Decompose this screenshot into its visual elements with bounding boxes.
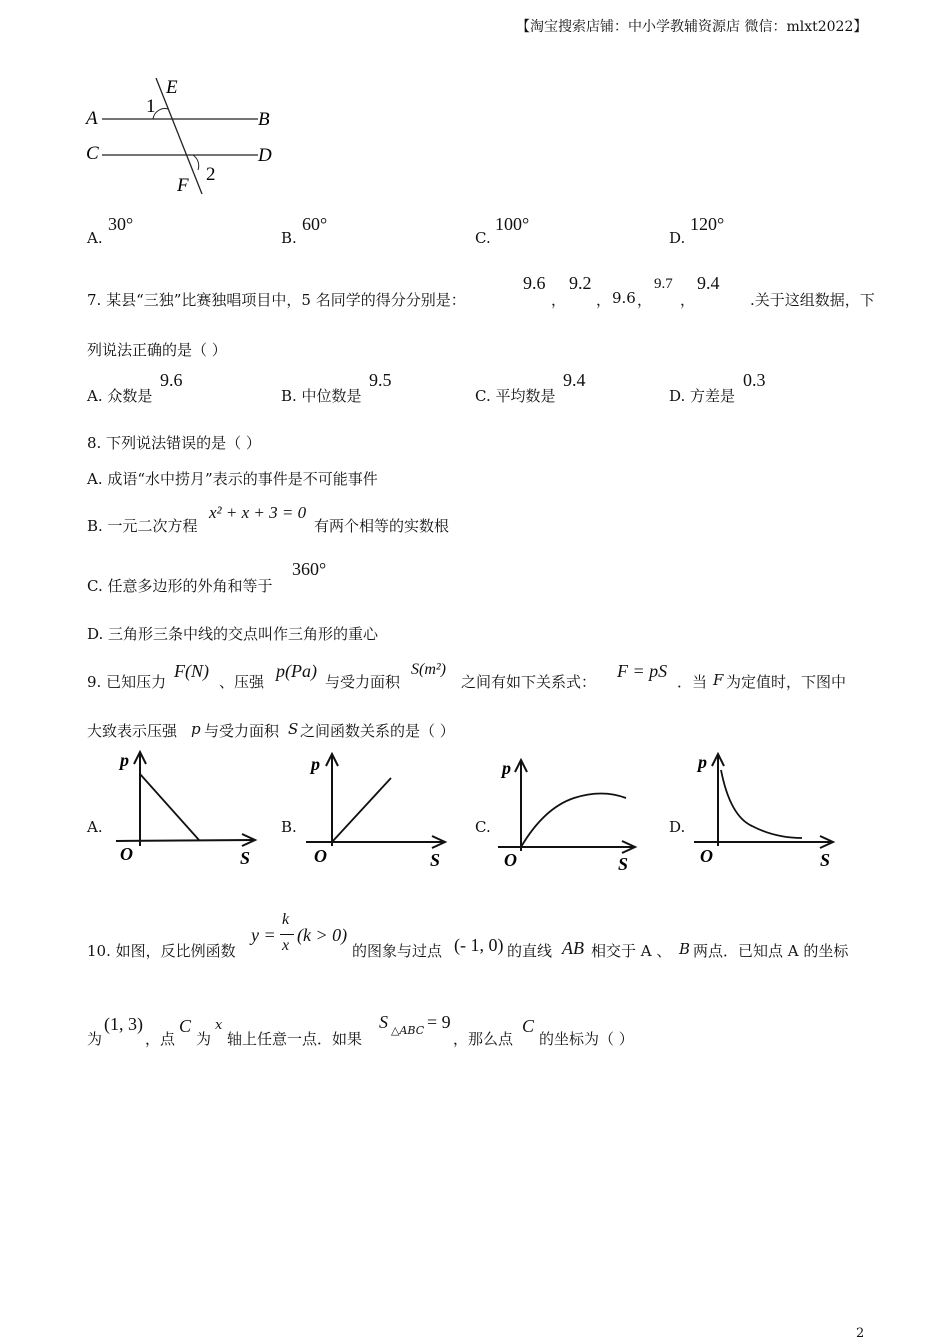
q9-text-3: 与受力面积 bbox=[325, 673, 401, 691]
q8-stem: 8. 下列说法错误的是（ ） bbox=[87, 434, 261, 452]
q7-comma-2: ， bbox=[596, 291, 612, 309]
q7-option-a-label: A. 众数是 bbox=[87, 387, 153, 405]
q7-score-4: 9.7 bbox=[654, 276, 673, 292]
q10-x: x bbox=[215, 1018, 223, 1033]
graph-a-s-label: S bbox=[240, 848, 251, 868]
q7-comma-4: ， bbox=[680, 291, 696, 309]
label-angle2: 2 bbox=[206, 164, 216, 185]
q9-text-1: 9. 已知压力 bbox=[87, 673, 167, 691]
q10-line2-e: ，那么点 bbox=[453, 1030, 514, 1048]
q9-graph-c bbox=[494, 756, 644, 876]
q7-comma-1: ， bbox=[551, 291, 567, 309]
q10-line2-f: 的坐标为（ ） bbox=[539, 1030, 634, 1048]
q10-text-3: 的直线 bbox=[507, 942, 553, 960]
q7-stem-part2: .关于这组数据，下 bbox=[750, 291, 875, 309]
label-c: C bbox=[86, 143, 99, 164]
label-angle1: 1 bbox=[146, 96, 156, 117]
q9-option-d-letter: D. bbox=[669, 818, 686, 836]
q10-c2: C bbox=[522, 1016, 535, 1036]
q7-score-2: 9.2 bbox=[569, 273, 592, 293]
q9-line2-p: p bbox=[191, 720, 201, 738]
q9-option-b-letter: B. bbox=[281, 818, 297, 836]
q10-line2-a: 为 bbox=[87, 1030, 103, 1048]
q10-area-s: S bbox=[379, 1012, 388, 1032]
q8-option-d: D. 三角形三条中线的交点叫作三角形的重心 bbox=[87, 625, 379, 643]
q8-option-b-equation: x² + x + 3 = 0 bbox=[209, 503, 307, 522]
graph-b-s-label: S bbox=[430, 850, 441, 870]
graph-a-o-label: O bbox=[120, 844, 133, 864]
graph-c-s-label: S bbox=[618, 854, 629, 874]
q7-option-d-value: 0.3 bbox=[743, 370, 766, 390]
q8-option-c-value: 360° bbox=[292, 559, 327, 579]
q9-text-6: 为定值时，下图中 bbox=[726, 673, 847, 691]
q8-option-b-prefix: B. 一元二次方程 bbox=[87, 517, 198, 535]
q7-score-1: 9.6 bbox=[523, 273, 546, 293]
q10-b: B bbox=[679, 940, 691, 958]
label-a: A bbox=[86, 108, 98, 129]
q9-formula: F = pS bbox=[617, 661, 668, 681]
page-number: 2 bbox=[856, 1326, 865, 1341]
q6-option-b-letter: B. bbox=[281, 229, 297, 247]
q9-line2-a: 大致表示压强 bbox=[87, 722, 178, 740]
q9-text-5-f: F bbox=[713, 671, 724, 689]
q10-text-2: 的图象与过点 bbox=[352, 942, 443, 960]
q9-pressure-unit: p(Pa) bbox=[276, 661, 317, 681]
q10-func-y: y = bbox=[251, 925, 276, 945]
q10-text-4: 相交于 A 、 bbox=[591, 942, 672, 960]
q6-option-d-value: 120° bbox=[690, 214, 725, 234]
q7-option-b-label: B. 中位数是 bbox=[281, 387, 362, 405]
q9-graph-a bbox=[110, 748, 260, 873]
q9-text-5: ．当 bbox=[677, 673, 708, 691]
page-header: 【淘宝搜索店铺：中小学教辅资源店 微信：mlxt2022】 bbox=[516, 19, 868, 35]
q7-stem-part1: 7. 某县“三独”比赛独唱项目中，5 名同学的得分分别是： bbox=[87, 291, 466, 309]
q9-graph-d bbox=[690, 750, 840, 875]
graph-b-p-label: p bbox=[311, 754, 320, 774]
q7-score-5: 9.4 bbox=[697, 273, 720, 293]
q8-option-c-prefix: C. 任意多边形的外角和等于 bbox=[87, 577, 273, 595]
q10-ab: AB bbox=[562, 938, 584, 958]
graph-c-p-label: p bbox=[502, 758, 511, 778]
graph-d-o-label: O bbox=[700, 846, 713, 866]
q10-fraction-bar bbox=[280, 934, 294, 935]
label-f: F bbox=[177, 175, 189, 196]
q7-option-b-value: 9.5 bbox=[369, 370, 392, 390]
q9-line2-c: 之间函数关系的是（ ） bbox=[300, 722, 455, 740]
q7-score-3: 9.6 bbox=[612, 289, 636, 307]
q7-stem-line2: 列说法正确的是（ ） bbox=[87, 341, 227, 359]
q8-option-a: A. 成语“水中捞月”表示的事件是不可能事件 bbox=[87, 470, 378, 488]
graph-a-p-label: p bbox=[120, 750, 129, 770]
q7-option-a-value: 9.6 bbox=[160, 370, 183, 390]
q6-option-c-value: 100° bbox=[495, 214, 530, 234]
q10-point-a: (1, 3) bbox=[104, 1014, 143, 1034]
q9-option-c-letter: C. bbox=[475, 818, 491, 836]
q10-func-x: x bbox=[282, 937, 290, 954]
q9-line2-b: 与受力面积 bbox=[204, 722, 280, 740]
q6-option-a-letter: A. bbox=[87, 229, 103, 247]
q9-area-unit: S(m²) bbox=[411, 661, 447, 678]
q9-option-a-letter: A. bbox=[87, 818, 103, 836]
q10-line2-b: ，点 bbox=[145, 1030, 176, 1048]
q10-text-5: 两点．已知点 A 的坐标 bbox=[693, 942, 849, 960]
graph-c-o-label: O bbox=[504, 850, 517, 870]
q9-line2-s: S bbox=[288, 720, 299, 738]
q7-option-c-label: C. 平均数是 bbox=[475, 387, 556, 405]
q10-area-eq: = 9 bbox=[427, 1012, 451, 1032]
q6-option-a-value: 30° bbox=[108, 214, 134, 234]
q10-area-sub: △ABC bbox=[391, 1024, 425, 1037]
q9-text-4: 之间有如下关系式： bbox=[461, 673, 597, 691]
parallel-lines-figure bbox=[80, 72, 290, 200]
q10-line2-c: 为 bbox=[196, 1030, 212, 1048]
q10-point: (- 1, 0) bbox=[454, 935, 504, 955]
q6-option-c-letter: C. bbox=[475, 229, 491, 247]
q9-force-unit: F(N) bbox=[174, 661, 209, 681]
q10-func-cond: (k > 0) bbox=[297, 925, 348, 945]
q10-func-k: k bbox=[282, 911, 290, 928]
label-b: B bbox=[258, 109, 270, 130]
graph-b-o-label: O bbox=[314, 846, 327, 866]
graph-d-p-label: p bbox=[698, 752, 707, 772]
q7-option-d-label: D. 方差是 bbox=[669, 387, 736, 405]
q10-c: C bbox=[179, 1016, 192, 1036]
q6-option-b-value: 60° bbox=[302, 214, 328, 234]
angle2-arc bbox=[193, 155, 199, 170]
label-e: E bbox=[166, 77, 178, 98]
q10-line2-d: 轴上任意一点．如果 bbox=[227, 1030, 363, 1048]
q9-text-2: 、压强 bbox=[219, 673, 265, 691]
graph-d-s-label: S bbox=[820, 850, 831, 870]
q6-option-d-letter: D. bbox=[669, 229, 686, 247]
q10-text-1: 10. 如图，反比例函数 bbox=[87, 942, 236, 960]
label-d: D bbox=[258, 145, 272, 166]
q8-option-b-suffix: 有两个相等的实数根 bbox=[314, 517, 450, 535]
q7-option-c-value: 9.4 bbox=[563, 370, 586, 390]
q9-graph-b bbox=[300, 750, 450, 875]
q7-comma-3: ， bbox=[637, 291, 653, 309]
